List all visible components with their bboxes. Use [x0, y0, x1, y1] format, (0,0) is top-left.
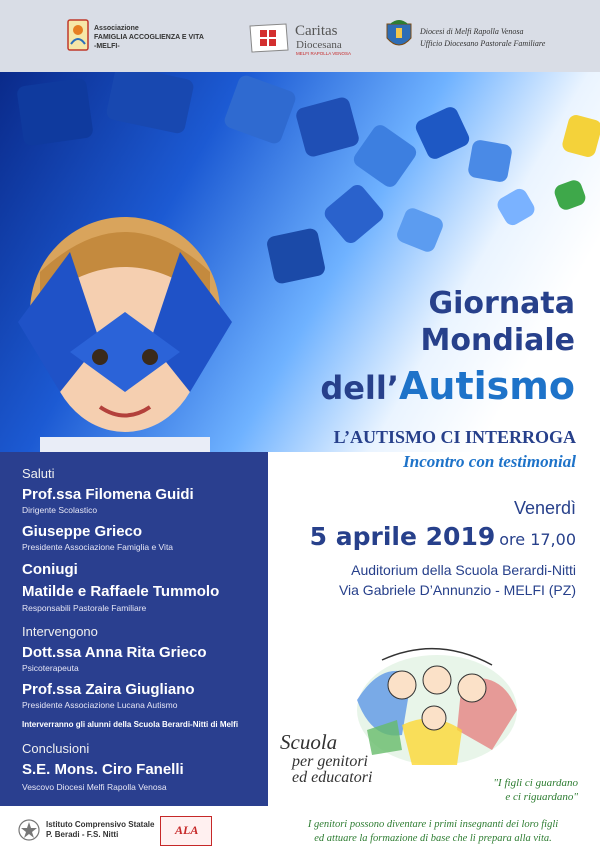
speaker-name: S.E. Mons. Ciro Fanelli: [22, 761, 184, 778]
caritas-small: MELFI RAPOLLA VENOSA: [296, 51, 352, 56]
speaker-role: Dirigente Scolastico: [22, 505, 98, 515]
speaker-name: Giuseppe Grieco: [22, 523, 143, 540]
puzzle-piece: [395, 206, 446, 254]
republic-emblem-icon: [18, 818, 40, 842]
diocese-line1: Diocesi di Melfi Rapolla Venosa: [420, 27, 524, 36]
speaker-role: Presidente Associazione Famiglia e Vita: [22, 542, 174, 552]
speaker-name: Dott.ssa Anna Rita Grieco: [22, 644, 207, 661]
event-time: ore 17,00: [499, 530, 576, 549]
speaker-name: Prof.ssa Zaira Giugliano: [22, 681, 195, 698]
venue-line1: Auditorium della Scuola Berardi-Nitti: [351, 562, 576, 578]
puzzle-piece: [552, 178, 587, 212]
diocese-text: [420, 26, 545, 50]
speaker-name: Matilde e Raffaele Tummolo: [22, 583, 220, 600]
header-bar: [0, 0, 600, 72]
section-saluti: Saluti: [22, 466, 55, 481]
school-logo-text: [280, 730, 372, 787]
speaker-name: Prof.ssa Filomena Guidi: [22, 486, 194, 503]
puzzle-piece: [294, 96, 360, 159]
puzzle-piece: [351, 122, 419, 190]
diocese-line2: Ufficio Diocesano Pastorale Familiare: [420, 39, 546, 48]
ala-logo: [160, 816, 212, 846]
quote-line1: "I figli ci guardano: [493, 777, 578, 789]
puzzle-piece: [16, 77, 94, 146]
school-line1: Istituto Comprensivo Statale: [46, 820, 155, 829]
school-logo-line3: ed educatori: [292, 769, 373, 786]
bottom-caption: [278, 818, 588, 846]
venue-line2: Via Gabriele D’Annunzio - MELFI (PZ): [338, 582, 576, 598]
diocese-crest-icon: [384, 18, 414, 54]
bottom-line2: ed attuare la formazione di base che li prepara alla vita.: [314, 833, 552, 844]
section-conclusioni: Conclusioni: [22, 741, 90, 756]
title-prefix: dell’: [320, 369, 400, 407]
puzzle-piece: [413, 104, 472, 161]
puzzle-piece: [105, 72, 195, 135]
students-note: Interverranno gli alunni della Scuola Berardi-Nitti di Melfi: [22, 720, 239, 729]
caritas-logo-icon: [246, 22, 290, 54]
program-panel: [0, 452, 268, 857]
title-line2: Mondiale: [420, 323, 575, 358]
subtitle-secondary: Incontro con testimonial: [403, 452, 576, 471]
puzzle-piece: [495, 186, 538, 228]
school-line2: P. Beradi - F.S. Nitti: [46, 830, 119, 839]
puzzle-piece: [321, 182, 386, 247]
title-autismo: Autismo: [399, 364, 575, 408]
puzzle-piece: [266, 227, 327, 285]
association-line3: -MELFI-: [94, 43, 120, 50]
section-intervengono: Intervengono: [22, 624, 98, 639]
event-day: Venerdì: [513, 498, 576, 518]
puzzle-piece: [561, 113, 600, 159]
speaker-role: Psicoterapeuta: [22, 663, 79, 673]
school-info: [46, 820, 154, 840]
speaker-name: Coniugi: [22, 561, 78, 578]
title-line3: [320, 364, 575, 408]
title-line1: Giornata: [428, 286, 575, 321]
puzzle-piece: [222, 73, 297, 145]
quote: [493, 776, 578, 804]
caritas-name: Caritas: [295, 23, 338, 39]
school-logo-line2: per genitori: [292, 753, 368, 770]
association-line2: FAMIGLIA ACCOGLIENZA E VITA: [94, 34, 204, 41]
event-date: 5 aprile 2019: [309, 522, 496, 551]
subtitle: L’AUTISMO CI INTERROGA: [333, 427, 576, 447]
event-date-time: [310, 522, 576, 551]
speaker-role: Presidente Associazione Lucana Autismo: [22, 700, 178, 710]
left-footer: [0, 806, 268, 857]
association-logo-icon: [66, 18, 90, 52]
puzzle-piece: [467, 139, 513, 183]
association-name: [94, 24, 204, 51]
quote-line2: e ci riguardano": [505, 791, 578, 803]
association-line1: Associazione: [94, 25, 139, 32]
child-photo-icon: [0, 192, 270, 452]
speaker-role: Vescovo Diocesi Melfi Rapolla Venosa: [22, 782, 167, 792]
caritas-sub: Diocesana: [296, 39, 342, 51]
speaker-role: Responsabili Pastorale Familiare: [22, 603, 147, 613]
school-logo-line1: Scuola: [280, 730, 338, 754]
bottom-line1: I genitori possono diventare i primi insegnanti dei loro figli: [307, 819, 559, 830]
ala-logo-text: ALA: [175, 823, 199, 837]
